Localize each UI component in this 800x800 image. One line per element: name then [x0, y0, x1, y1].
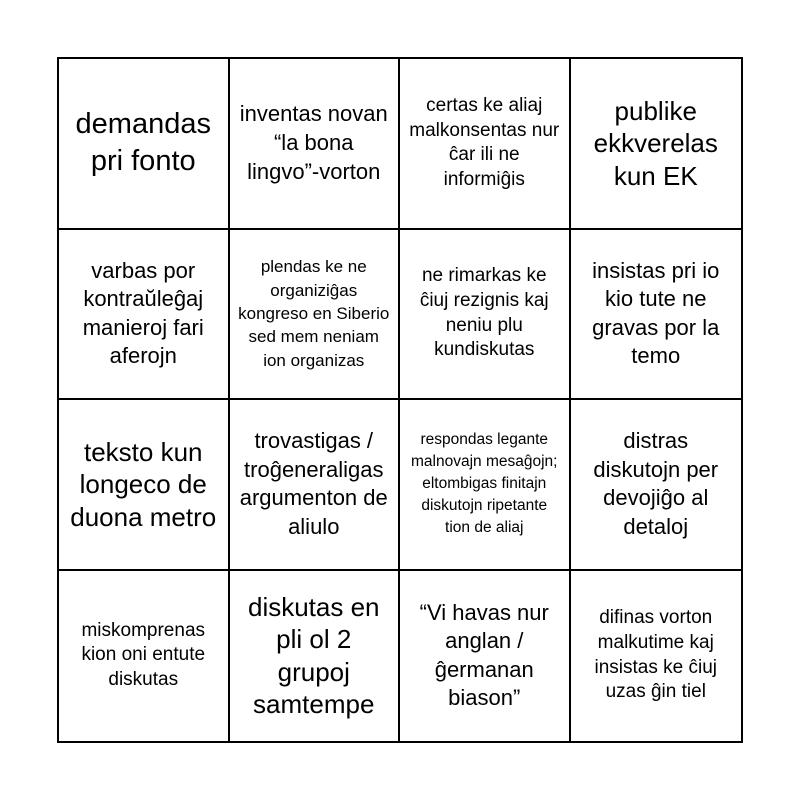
bingo-cell[interactable]: diskutas en pli ol 2 grupoj samtempe — [230, 571, 401, 742]
bingo-cell[interactable]: plendas ke ne organiziĝas kongreso en Siberio sed mem neniam ion organizas — [230, 230, 401, 401]
bingo-cell[interactable]: demandas pri fonto — [59, 59, 230, 230]
bingo-cell[interactable]: difinas vorton malkutime kaj insistas ke ĉiuj uzas ĝin tiel — [594, 607, 717, 703]
bingo-cell[interactable]: certas ke aliaj malkonsentas nur ĉar ili ne informiĝis — [400, 59, 571, 230]
bingo-cell[interactable]: respondas legante malnovajn mesaĝojn; eltombigas finitajn diskutojn ripetante tion de aliaj — [400, 400, 571, 571]
bingo-board — [57, 57, 743, 743]
bingo-cell[interactable]: miskomprenas kion oni entute diskutas — [59, 571, 230, 742]
bingo-cell[interactable]: “Vi havas nur anglan / ĝermanan biason” — [400, 571, 571, 742]
bingo-cell[interactable]: insistas pri io kio tute ne gravas por la temo — [571, 230, 742, 401]
bingo-cell[interactable]: ne rimarkas ke ĉiuj rezignis kaj neniu plu kundiskutas — [400, 230, 571, 401]
bingo-cell[interactable]: publike ekkverelas kun EK — [571, 59, 742, 230]
bingo-cell[interactable]: distras diskutojn per devojiĝo al detaloj — [571, 400, 742, 571]
bingo-cell[interactable]: inventas novan “la bona lingvo”-vorton — [230, 59, 401, 230]
bingo-cell[interactable]: teksto kun longeco de duona metro — [59, 400, 230, 571]
bingo-cell[interactable]: trovastigas / troĝeneraligas argumenton de aliulo — [230, 400, 401, 571]
bingo-cell[interactable]: varbas por kontraŭleĝaj manieroj fari aferojn — [59, 230, 230, 401]
